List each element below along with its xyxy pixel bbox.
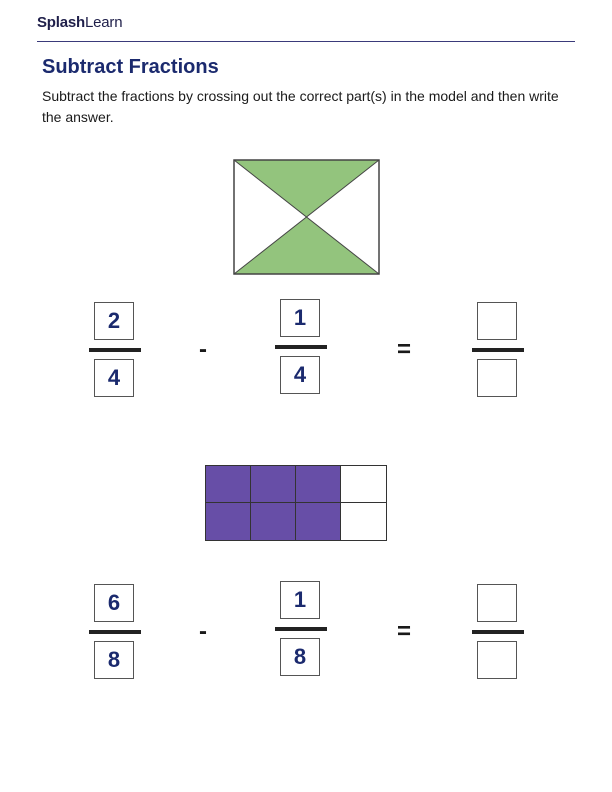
p1-fraction-a-bar: [89, 348, 141, 352]
p2-fraction-a-bar: [89, 630, 141, 634]
p1-fraction-a-numerator: 2: [94, 302, 134, 340]
grid-cell-shaded: [205, 465, 251, 503]
model-grid: [205, 465, 387, 541]
p1-fraction-b-numerator: 1: [280, 299, 320, 337]
p2-minus-sign: -: [199, 618, 207, 645]
grid-cell-shaded: [250, 465, 296, 503]
p2-fraction-b-bar: [275, 627, 327, 631]
brand-part2: Learn: [84, 14, 123, 31]
grid-cell-shaded: [250, 502, 296, 541]
p2-answer-bar: [472, 630, 524, 634]
model-diagonal-rectangle: [233, 159, 380, 275]
instructions: Subtract the fractions by crossing out the correct part(s) in the model and then write the answer.: [42, 88, 559, 125]
p1-minus-sign: -: [199, 336, 207, 363]
grid-cell-shaded: [205, 502, 251, 541]
p1-answer-denominator-box[interactable]: [477, 359, 517, 397]
grid-cell-unshaded: [340, 465, 387, 503]
page-title: Subtract Fractions: [42, 56, 219, 78]
header-divider: [37, 41, 575, 42]
p2-answer-numerator-box[interactable]: [477, 584, 517, 622]
p1-answer-numerator-box[interactable]: [477, 302, 517, 340]
p2-fraction-a-numerator: 6: [94, 584, 134, 622]
p1-fraction-a-denominator: 4: [94, 359, 134, 397]
p2-fraction-b-denominator: 8: [280, 638, 320, 676]
grid-cell-unshaded: [340, 502, 387, 541]
p1-answer-bar: [472, 348, 524, 352]
p2-answer-denominator-box[interactable]: [477, 641, 517, 679]
p2-equals-sign: =: [397, 618, 412, 645]
grid-cell-shaded: [295, 465, 341, 503]
brand-logo: [37, 14, 122, 31]
p2-fraction-a-denominator: 8: [94, 641, 134, 679]
p1-fraction-b-denominator: 4: [280, 356, 320, 394]
p2-fraction-b-numerator: 1: [280, 581, 320, 619]
grid-cell-shaded: [295, 502, 341, 541]
p1-equals-sign: =: [397, 336, 412, 363]
p1-fraction-b-bar: [275, 345, 327, 349]
brand-part1: Splash: [37, 14, 85, 31]
